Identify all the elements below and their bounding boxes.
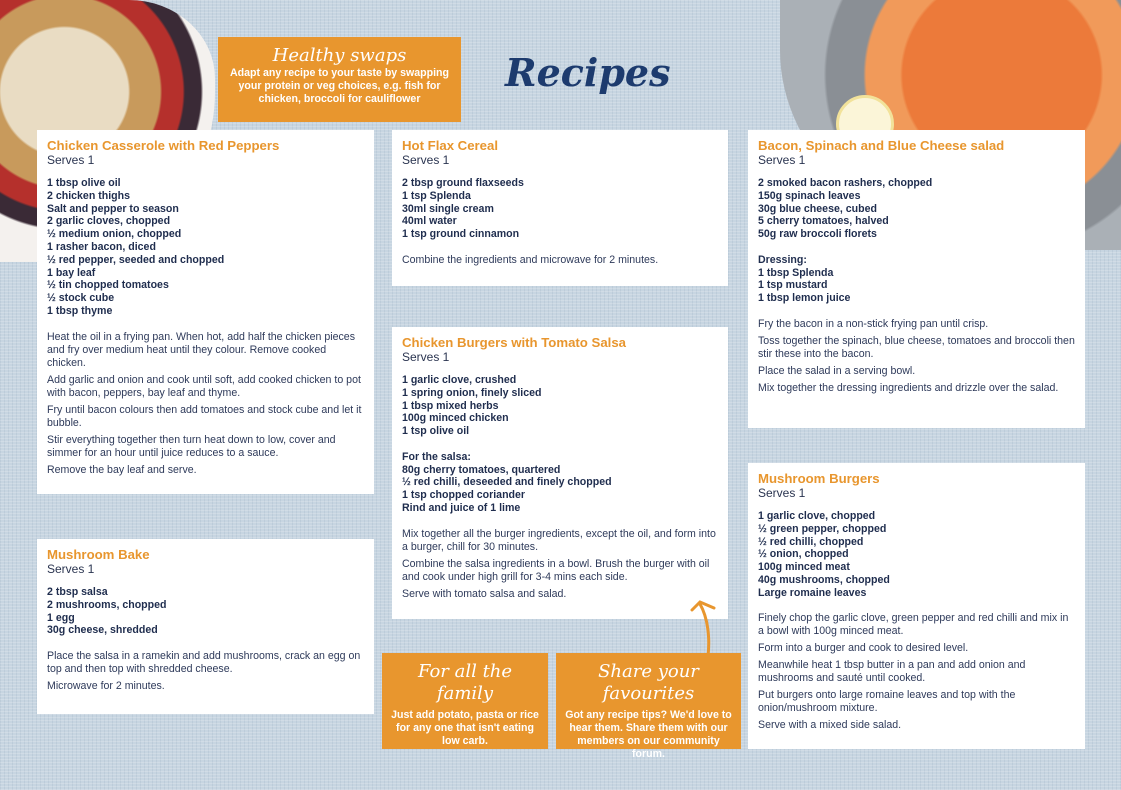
recipe-card [392, 327, 728, 619]
ingredient: 2 tbsp salsa [47, 586, 108, 598]
healthy-swaps-body: Adapt any recipe to your taste by swapping your protein or veg choices, e.g. fish for chicken, broccoli for cauliflower [230, 67, 449, 105]
ingredient: 1 tbsp thyme [47, 304, 113, 317]
recipe-serves: Serves 1 [47, 153, 95, 167]
arrow-icon [688, 598, 728, 658]
method-step: Combine the ingredients and microwave for 2 minutes. [402, 253, 659, 266]
ingredient: 1 bay leaf [47, 266, 96, 279]
ingredient: 30ml single cream [402, 202, 494, 215]
recipe-serves: Serves 1 [47, 562, 95, 576]
recipe-serves: Serves 1 [402, 153, 450, 167]
ingredient: 1 tsp chopped coriander [402, 489, 526, 502]
ingredient: Large romaine leaves [758, 586, 867, 599]
ingredient: 5 cherry tomatoes, halved [758, 215, 889, 228]
share-body: Got any recipe tips? We'd love to hear them. Share them with our members on our community forum. [565, 709, 732, 760]
healthy-swaps-box [218, 37, 461, 122]
ingredient: ½ green pepper, chopped [758, 522, 887, 535]
ingredient: 50g raw broccoli florets [758, 228, 877, 241]
ingredient: 2 smoked bacon rashers, chopped [758, 177, 933, 189]
method-step: Add garlic and onion and cook until soft, add cooked chicken to pot with bacon, peppers, bay leaf and thyme. [47, 373, 361, 399]
healthy-swaps-heading: Healthy swaps [272, 45, 407, 66]
method-step: Microwave for 2 minutes. [47, 679, 165, 692]
recipe-serves: Serves 1 [758, 153, 806, 167]
ingredient: 1 tsp mustard [758, 279, 828, 292]
ingredient: ½ red chilli, deseeded and finely chopped [402, 476, 612, 489]
ingredient: Salt and pepper to season [47, 202, 179, 215]
family-box [382, 653, 548, 749]
method-step: Serve with a mixed side salad. [758, 719, 902, 732]
share-heading: Share your favourites [598, 661, 699, 704]
recipe-card [392, 130, 728, 286]
recipe-card [37, 130, 374, 494]
recipe-serves: Serves 1 [402, 350, 450, 364]
recipe-card [37, 539, 374, 714]
method-step: Combine the salsa ingredients in a bowl. Brush the burger with oil and cook under high grill for 3-4 mins each side. [402, 557, 710, 583]
ingredient-list [758, 510, 1075, 600]
method-step: Remove the bay leaf and serve. [47, 463, 197, 476]
method-step: Meanwhile heat 1 tbsp butter in a pan and add onion and mushrooms and sauté until cooked. [758, 659, 1026, 685]
recipe-card [748, 130, 1085, 428]
ingredient-list [47, 586, 364, 637]
recipe-serves: Serves 1 [758, 486, 806, 500]
recipe-title: Chicken Burgers with Tomato Salsa [402, 335, 626, 350]
ingredient: ½ onion, chopped [758, 548, 849, 561]
ingredient: 1 tsp Splenda [402, 189, 471, 202]
ingredient: 150g spinach leaves [758, 189, 861, 202]
method-step: Finely chop the garlic clove, green pepper and red chilli and mix in a bowl with 100g minced meat. [758, 612, 1069, 638]
ingredient: 100g minced meat [758, 561, 850, 574]
ingredient: 1 tsp ground cinnamon [402, 228, 520, 241]
ingredient: ½ red pepper, seeded and chopped [47, 253, 225, 266]
ingredient-list [758, 177, 1075, 241]
ingredient: 80g cherry tomatoes, quartered [402, 463, 561, 476]
ingredient: ½ stock cube [47, 292, 115, 305]
ingredient: 1 tbsp mixed herbs [402, 399, 499, 412]
method [402, 528, 718, 601]
ingredient-list [47, 177, 364, 318]
ingredient: ½ red chilli, chopped [758, 535, 864, 548]
ingredient: For the salsa: [402, 450, 471, 463]
recipe-title: Hot Flax Cereal [402, 138, 499, 153]
family-heading: For all the family [417, 661, 513, 704]
ingredient: Rind and juice of 1 lime [402, 501, 521, 514]
recipe-title: Chicken Casserole with Red Peppers [47, 138, 280, 153]
ingredient: 100g minced chicken [402, 412, 509, 425]
ingredient: 1 tsp olive oil [402, 425, 470, 438]
ingredient-list [758, 254, 1075, 305]
ingredient: 1 garlic clove, chopped [758, 510, 876, 522]
ingredient: ½ medium onion, chopped [47, 228, 182, 241]
method-step: Place the salsa in a ramekin and add mushrooms, crack an egg on top and then top with shredded cheese. [47, 649, 361, 675]
method-step: Put burgers onto large romaine leaves and top with the onion/mushroom mixture. [758, 689, 1016, 715]
method-step: Fry the bacon in a non-stick frying pan until crisp. [758, 317, 989, 330]
ingredient: 30g cheese, shredded [47, 624, 158, 637]
ingredient: 1 tbsp Splenda [758, 266, 834, 279]
method-step: Fry until bacon colours then add tomatoes and stock cube and let it bubble. [47, 403, 362, 429]
ingredient-list [402, 374, 718, 438]
method-step: Form into a burger and cook to desired level. [758, 642, 969, 655]
ingredient: 1 garlic clove, crushed [402, 374, 517, 386]
method-step: Mix together all the burger ingredients, except the oil, and form into a burger, chill for 30 minutes. [402, 527, 716, 553]
page-title: Recipes [505, 50, 671, 95]
ingredient: 1 spring onion, finely sliced [402, 386, 542, 399]
method [47, 331, 364, 477]
ingredient: 2 tbsp ground flaxseeds [402, 177, 524, 189]
ingredient: ½ tin chopped tomatoes [47, 279, 169, 292]
method-step: Heat the oil in a frying pan. When hot, add half the chicken pieces and fry over medium heat until they colour. Remove cooked chicken. [47, 330, 355, 369]
recipe-title: Bacon, Spinach and Blue Cheese salad [758, 138, 1005, 153]
ingredient: 30g blue cheese, cubed [758, 202, 877, 215]
method-step: Mix together the dressing ingredients and drizzle over the salad. [758, 381, 1059, 394]
method [47, 650, 364, 693]
recipe-title: Mushroom Bake [47, 547, 150, 562]
method-step: Stir everything together then turn heat down to low, cover and simmer for an hour until juice reduces to a sauce. [47, 433, 336, 459]
method-step: Toss together the spinach, blue cheese, tomatoes and broccoli then stir these into the bacon. [758, 334, 1075, 360]
method-step: Place the salad in a serving bowl. [758, 364, 916, 377]
ingredient: 1 rasher bacon, diced [47, 240, 156, 253]
recipe-card [748, 463, 1085, 749]
ingredient: 2 mushrooms, chopped [47, 598, 167, 611]
ingredient: 1 tbsp olive oil [47, 177, 121, 189]
ingredient-list [402, 177, 718, 241]
method [402, 254, 718, 267]
ingredient-list [402, 451, 718, 515]
ingredient: 1 tbsp lemon juice [758, 292, 851, 305]
ingredient: 2 chicken thighs [47, 189, 131, 202]
ingredient: 2 garlic cloves, chopped [47, 215, 171, 228]
ingredient: 40g mushrooms, chopped [758, 573, 890, 586]
recipe-title: Mushroom Burgers [758, 471, 880, 486]
share-box [556, 653, 741, 760]
ingredient: Dressing: [758, 253, 807, 266]
ingredient: 40ml water [402, 215, 457, 228]
method-step: Serve with tomato salsa and salad. [402, 587, 567, 600]
ingredient: 1 egg [47, 611, 75, 624]
method [758, 612, 1075, 732]
family-body: Just add potato, pasta or rice for any one that isn't eating low carb. [391, 709, 539, 747]
method [758, 318, 1075, 395]
